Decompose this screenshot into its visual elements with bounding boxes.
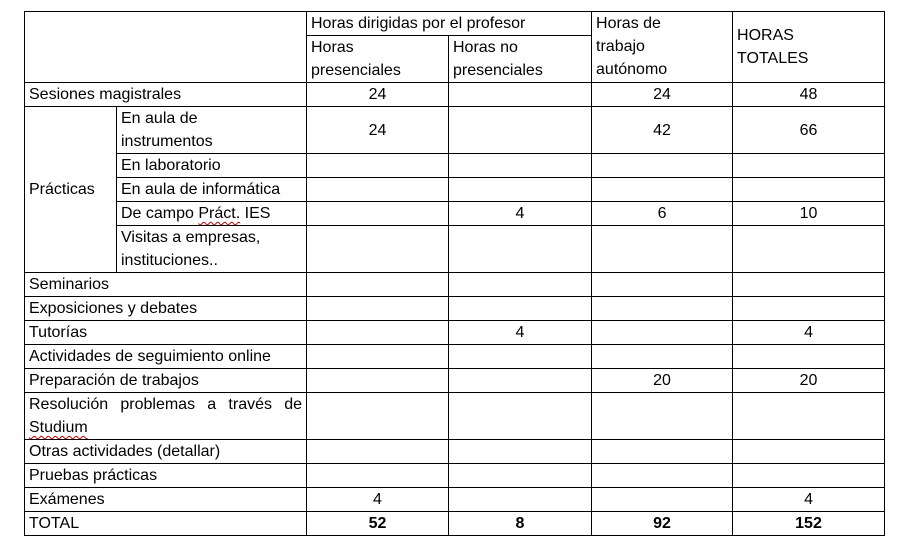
table-row [25,273,885,297]
cell-presenciales [307,369,449,393]
cell-autonomo: 42 [592,107,733,154]
row-label: Pruebas prácticas [25,464,307,488]
cell-autonomo [592,440,733,464]
cell-no-presenciales [449,393,592,440]
row-label: TOTAL [25,512,307,536]
cell-autonomo [592,321,733,345]
cell-presenciales [307,321,449,345]
cell-totales [733,297,885,321]
cell-no-presenciales [449,488,592,512]
cell-autonomo [592,345,733,369]
cell-presenciales: 24 [307,107,449,154]
cell-presenciales [307,464,449,488]
table-row [25,393,885,440]
row-label: Resolución problemas a través de Studium [25,393,307,440]
cell-autonomo: 20 [592,369,733,393]
cell-autonomo: 92 [592,512,733,536]
cell-presenciales [307,273,449,297]
cell-autonomo [592,488,733,512]
cell-no-presenciales [449,297,592,321]
cell-totales: 4 [733,321,885,345]
table-row [25,226,885,273]
row-label: Preparación de trabajos [25,369,307,393]
cell-presenciales [307,393,449,440]
row-label: Tutorías [25,321,307,345]
cell-autonomo [592,154,733,178]
header-blank-cell [25,12,307,83]
header-autonomo-cell: Horas de trabajo autónomo [592,12,733,83]
cell-no-presenciales [449,273,592,297]
cell-autonomo [592,226,733,273]
cell-autonomo [592,178,733,202]
cell-autonomo: 6 [592,202,733,226]
cell-no-presenciales [449,83,592,107]
header-group-cell: Horas dirigidas por el profesor [307,12,592,36]
cell-totales [733,440,885,464]
total-row [25,512,885,536]
row-label: Actividades de seguimiento online [25,345,307,369]
cell-no-presenciales [449,107,592,154]
practicas-group-label: Prácticas [25,107,117,273]
cell-totales [733,464,885,488]
cell-totales: 4 [733,488,885,512]
cell-autonomo: 24 [592,83,733,107]
cell-presenciales: 52 [307,512,449,536]
row-label: Exposiciones y debates [25,297,307,321]
header-no-presenciales-cell: Horas no presenciales [449,36,592,83]
cell-no-presenciales [449,440,592,464]
cell-totales: 152 [733,512,885,536]
cell-totales [733,154,885,178]
table-row [25,345,885,369]
table-row [25,202,885,226]
row-label: Visitas a empresas, instituciones.. [117,226,307,273]
cell-totales [733,226,885,273]
cell-presenciales [307,297,449,321]
cell-presenciales [307,178,449,202]
cell-presenciales [307,202,449,226]
cell-no-presenciales: 8 [449,512,592,536]
row-label: En laboratorio [117,154,307,178]
cell-presenciales [307,440,449,464]
cell-totales [733,178,885,202]
table-row [25,178,885,202]
cell-totales: 10 [733,202,885,226]
cell-totales [733,273,885,297]
table-row [25,83,885,107]
cell-no-presenciales [449,178,592,202]
header-presenciales-cell: Horas presenciales [307,36,449,83]
table-row [25,488,885,512]
cell-totales [733,393,885,440]
table-row [25,321,885,345]
cell-autonomo [592,464,733,488]
cell-presenciales [307,154,449,178]
row-label: Seminarios [25,273,307,297]
cell-no-presenciales [449,226,592,273]
row-label: Otras actividades (detallar) [25,440,307,464]
cell-no-presenciales [449,345,592,369]
row-label: De campo Práct. IES [117,202,307,226]
table-row [25,154,885,178]
row-label: En aula de instrumentos [117,107,307,154]
table-row [25,107,885,154]
cell-totales: 48 [733,83,885,107]
table-row [25,464,885,488]
cell-presenciales [307,226,449,273]
header-totales-cell: HORAS TOTALES [733,12,885,83]
cell-autonomo [592,297,733,321]
row-label: En aula de informática [117,178,307,202]
cell-no-presenciales [449,464,592,488]
hours-table [24,11,885,536]
cell-no-presenciales [449,369,592,393]
cell-totales [733,345,885,369]
row-label: Exámenes [25,488,307,512]
cell-no-presenciales [449,154,592,178]
table-row [25,440,885,464]
cell-no-presenciales: 4 [449,321,592,345]
row-label: Sesiones magistrales [25,83,307,107]
cell-presenciales: 4 [307,488,449,512]
table-row [25,297,885,321]
cell-totales: 20 [733,369,885,393]
cell-autonomo [592,273,733,297]
table-row [25,369,885,393]
cell-presenciales [307,345,449,369]
cell-autonomo [592,393,733,440]
cell-no-presenciales: 4 [449,202,592,226]
cell-totales: 66 [733,107,885,154]
cell-presenciales: 24 [307,83,449,107]
